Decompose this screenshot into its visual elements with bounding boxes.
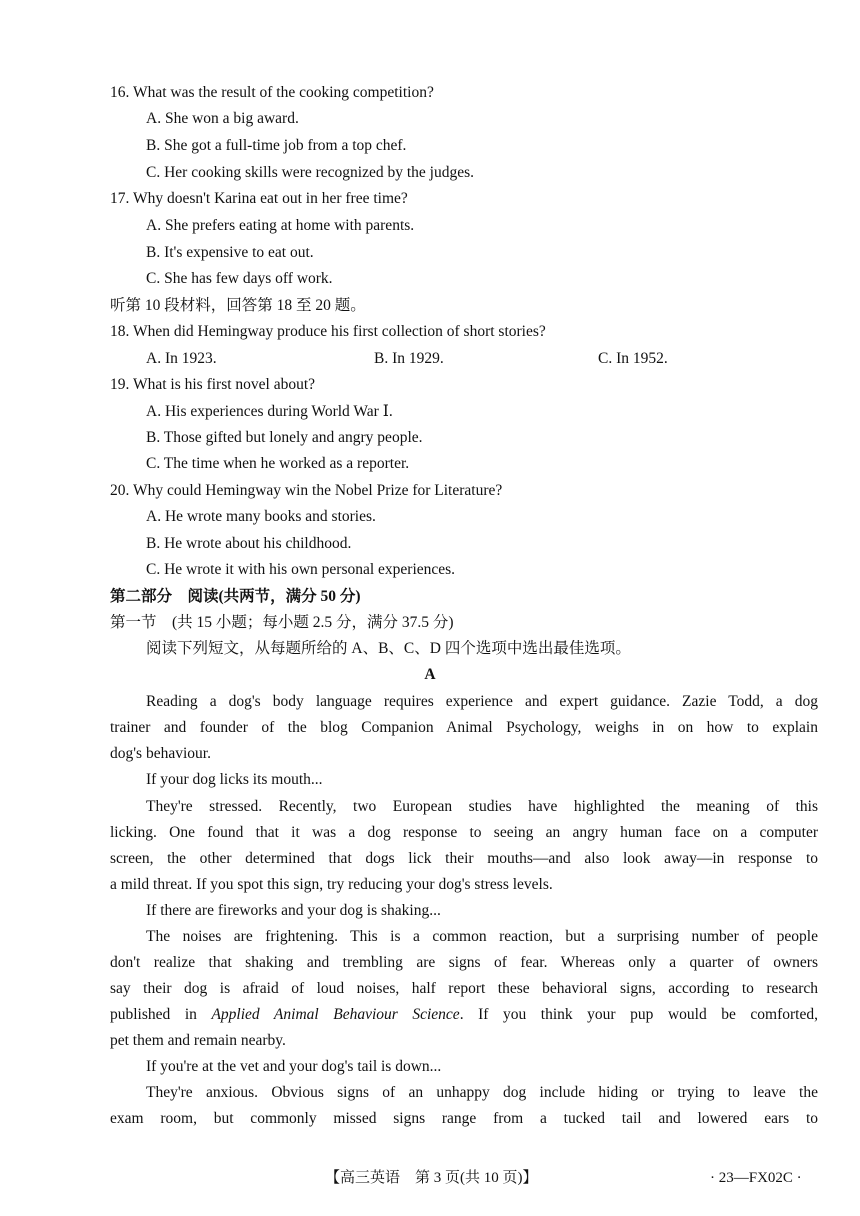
question-16-option-c: C. Her cooking skills were recognized by the judges.: [146, 164, 474, 181]
question-18-stem: 18. When did Hemingway produce his first collection of short stories?: [110, 323, 546, 340]
section-10-instruction: 听第 10 段材料，回答第 18 至 20 题。: [110, 297, 366, 314]
passage-intro-line-2: trainer and founder of the blog Companion Animal Psychology, weighs in on how to explain: [110, 719, 818, 736]
paragraph-1-line-3: screen, the other determined that dogs lick their mouths—and also look away—in response to: [110, 850, 818, 867]
paragraph-2-line-4: [110, 1005, 818, 1025]
question-16-stem: 16. What was the result of the cooking competition?: [110, 84, 434, 101]
paragraph-2-line-2: don't realize that shaking and trembling are signs of fear. Whereas only a quarter of owners: [110, 954, 818, 971]
paragraph-1-line-4: a mild threat. If you spot this sign, try reducing your dog's stress levels.: [110, 876, 553, 893]
paragraph-2-line-4-start: published in: [110, 1006, 212, 1023]
paragraph-1-line-1: They're stressed. Recently, two European studies have highlighted the meaning of this: [146, 798, 818, 815]
page-footer-center: 【高三英语 第 3 页(共 10 页)】: [325, 1170, 538, 1186]
question-18-option-a: A. In 1923.: [146, 350, 217, 367]
journal-title: Applied Animal Behaviour Science: [211, 1006, 460, 1023]
paragraph-2-line-3: say their dog is afraid of loud noises, half report these behavioral signs, according to research: [110, 980, 818, 997]
paragraph-3-line-2: exam room, but commonly missed signs range from a tucked tail and lowered ears to: [110, 1110, 818, 1127]
paragraph-2-line-5: pet them and remain nearby.: [110, 1032, 286, 1049]
passage-intro-line-3: dog's behaviour.: [110, 745, 211, 762]
passage-subheading-2: If there are fireworks and your dog is shaking...: [146, 902, 441, 919]
question-16-option-b: B. She got a full-time job from a top chef.: [146, 137, 407, 154]
paragraph-2-line-4-end: . If you think your pup would be comforted,: [459, 1006, 818, 1023]
question-20-stem: 20. Why could Hemingway win the Nobel Prize for Literature?: [110, 482, 503, 499]
passage-intro-line-1: Reading a dog's body language requires experience and expert guidance. Zazie Todd, a dog: [146, 693, 818, 710]
question-17-option-b: B. It's expensive to eat out.: [146, 244, 314, 261]
question-19-option-c: C. The time when he worked as a reporter.: [146, 455, 410, 472]
question-17-option-c: C. She has few days off work.: [146, 270, 333, 287]
paragraph-3-line-1: They're anxious. Obvious signs of an unhappy dog include hiding or trying to leave the: [146, 1084, 818, 1101]
question-19-option-b: B. Those gifted but lonely and angry people.: [146, 429, 423, 446]
part-2-title: 第二部分 阅读(共两节，满分 50 分): [110, 588, 361, 605]
passage-subheading-3: If you're at the vet and your dog's tail is down...: [146, 1058, 442, 1075]
page-footer-code: · 23—FX02C ·: [710, 1170, 802, 1186]
question-20-option-c: C. He wrote it with his own personal experiences.: [146, 561, 456, 578]
passage-label: A: [424, 666, 436, 683]
question-18-option-c: C. In 1952.: [598, 350, 668, 367]
passage-subheading-1: If your dog licks its mouth...: [146, 771, 323, 788]
reading-instruction: 阅读下列短文，从每题所给的 A、B、C、D 四个选项中选出最佳选项。: [146, 640, 631, 657]
question-19-stem: 19. What is his first novel about?: [110, 376, 316, 393]
paragraph-2-line-1: The noises are frightening. This is a common reaction, but a surprising number of people: [146, 928, 818, 945]
question-20-option-b: B. He wrote about his childhood.: [146, 535, 352, 552]
question-17-option-a: A. She prefers eating at home with parents.: [146, 217, 415, 234]
question-18-option-b: B. In 1929.: [374, 350, 444, 367]
question-19-option-a: A. His experiences during World War Ⅰ.: [146, 403, 393, 420]
question-16-option-a: A. She won a big award.: [146, 110, 299, 127]
question-17-stem: 17. Why doesn't Karina eat out in her free time?: [110, 190, 408, 207]
section-1-heading: 第一节 (共 15 小题；每小题 2.5 分，满分 37.5 分): [110, 614, 454, 631]
paragraph-1-line-2: licking. One found that it was a dog response to seeing an angry human face on a computer: [110, 824, 818, 841]
question-20-option-a: A. He wrote many books and stories.: [146, 508, 376, 525]
